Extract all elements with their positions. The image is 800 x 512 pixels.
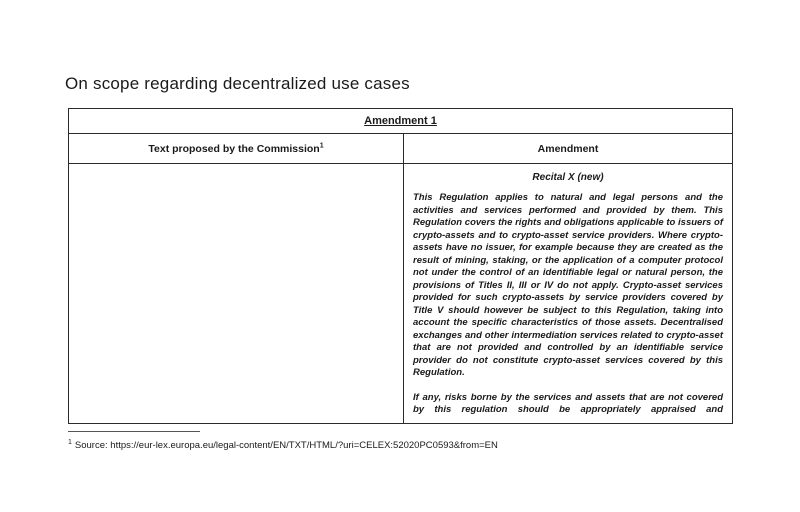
amendment-number-header: Amendment 1 <box>69 109 732 134</box>
column-header-row <box>69 134 732 164</box>
recital-heading: Recital X (new) <box>532 172 604 183</box>
amendment-text-cell <box>403 164 732 423</box>
amendment-table <box>68 108 733 424</box>
table-body-row <box>69 164 732 423</box>
column-header-amendment <box>403 134 732 163</box>
footnote-separator <box>68 431 200 432</box>
footnote-reference-marker: 1 <box>319 142 324 149</box>
column-header-amendment-label: Amendment <box>537 142 599 155</box>
column-header-commission <box>69 134 403 163</box>
amendment-paragraph: This Regulation applies to natural and legal persons and the activities and services performed and provided by them. This Regulation covers the rights and obligations applicable to issuers of crypto-assets and to crypto-asset service providers. Where crypto-assets have no issuer, for example because they are created as the result of mining, staking, or the application of a computer protocol not under the control of an identifiable legal or natural person, the provisions of Titles II, III or IV do not apply. Crypto-asset services provided for such crypto-assets by service providers covered by Title V should however be subject to this Regulation, taking into account the specific characteristics of those assets. Decentralised exchanges and other intermediation services related to crypto-asset that are not provided and controlled by an identifiable service provider do not constitute crypto-asset services covered by this Regulation. <box>413 192 723 378</box>
commission-text-cell <box>69 164 403 423</box>
footnote-text: Source: https://eur-lex.europa.eu/legal-content/EN/TXT/HTML/?uri=CELEX:52020PC0593&from=EN <box>74 440 498 451</box>
column-header-commission-label: Text proposed by the Commission <box>148 142 320 155</box>
footnote <box>68 440 498 451</box>
footnote-number: 1 <box>68 438 72 446</box>
page-title: On scope regarding decentralized use cases <box>65 74 410 93</box>
amendment-paragraph: If any, risks borne by the services and assets that are not covered by this regulation should be appropriately appraised and <box>413 391 723 415</box>
